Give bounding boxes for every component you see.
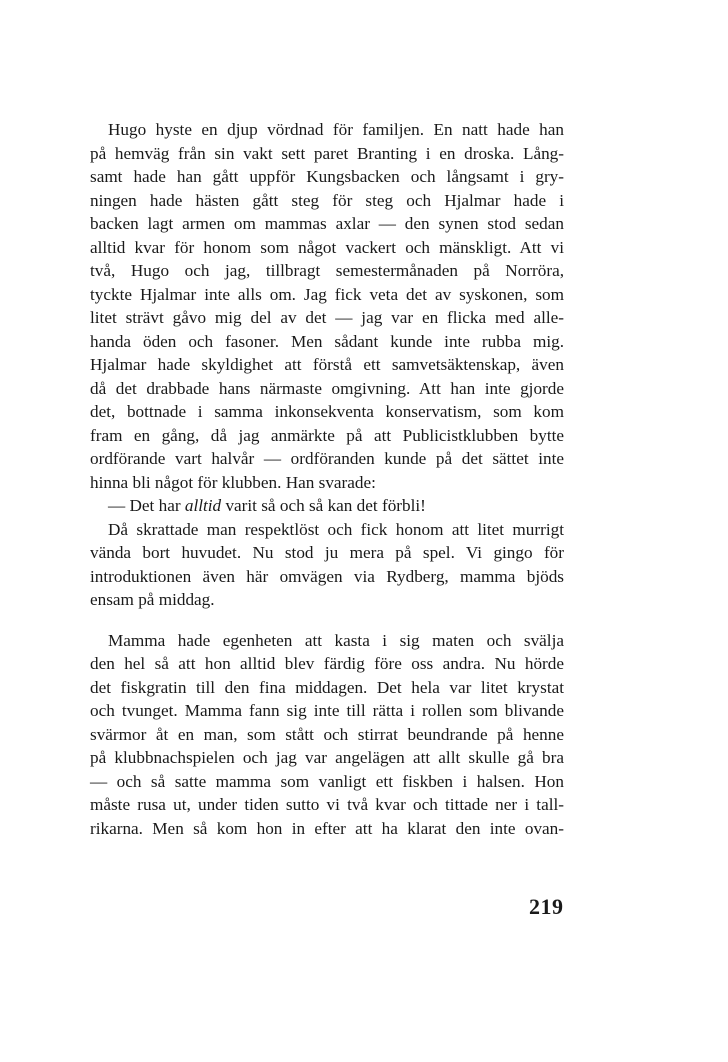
text-line: litet strävt gåvo mig del av det — jag var en flicka med alle- (90, 308, 564, 327)
text-line: introduktionen även här omvägen via Rydberg, mamma bjöds (90, 566, 564, 586)
text-line: på klubbnachspielen och jag var angelägen att allt skulle gå bra (90, 748, 564, 767)
dialogue-before: — Det har (108, 496, 185, 515)
text-line: vända bort huvudet. Nu stod ju mera på spel. Vi gingo för (90, 543, 564, 562)
text-line: — och så satte mamma som vanligt ett fiskben i halsen. Hon (90, 771, 564, 791)
paragraph-4 (90, 629, 564, 841)
dialogue-emphasis: alltid (184, 496, 222, 515)
text-line: fram en gång, då jag anmärkte på att Publicistklubben bytte (90, 425, 564, 445)
text-line: ningen hade hästen gått steg för steg och Hjalmar hade i (90, 190, 564, 210)
text-line: alltid kvar för honom som något vackert och mänskligt. Att vi (90, 237, 564, 257)
text-line: måste rusa ut, under tiden sutto vi två kvar och tittade ner i tall- (90, 795, 564, 814)
page-number: 219 (529, 894, 564, 919)
paragraph-2-dialogue (90, 494, 564, 518)
text-line: rikarna. Men så kom hon in efter att ha klarat den inte ovan- (90, 818, 564, 838)
text-line: då det drabbade hans närmaste omgivning. Att han inte gjorde (90, 378, 564, 398)
text-line: den hel så att hon alltid blev färdig före oss andra. Nu hörde (90, 654, 564, 673)
body-text (90, 118, 564, 840)
text-line: ensam på middag. (90, 590, 215, 609)
text-line: Då skrattade man respektlöst och fick honom att litet murrigt (108, 519, 564, 539)
paragraph-spacer (90, 612, 564, 629)
dialogue-line (90, 494, 564, 518)
text-line: backen lagt armen om mammas axlar — den synen stod sedan (90, 214, 564, 233)
text-line: Hjalmar hade skyldighet att förstå ett samvetsäktenskap, även (90, 355, 564, 374)
text-line: och tvunget. Mamma fann sig inte till rätta i rollen som blivande (90, 701, 564, 720)
text-line: på hemväg från sin vakt sett paret Branting i en droska. Lång- (90, 143, 564, 163)
text-line: ordförande vart halvår — ordföranden kunde på det sättet inte (90, 449, 564, 468)
dialogue-after: varit så och så kan det förbli! (221, 496, 426, 515)
paragraph-1 (90, 118, 564, 494)
text-line: två, Hugo och jag, tillbragt semestermånaden på Norröra, (90, 261, 564, 280)
text-line: samt hade han gått uppför Kungsbacken och långsamt i gry- (90, 167, 564, 186)
text-line: hinna bli något för klubben. Han svarade: (90, 472, 376, 492)
text-line: tyckte Hjalmar inte alls om. Jag fick veta det av syskonen, som (90, 284, 564, 304)
text-line: det fiskgratin till den fina middagen. Det hela var litet krystat (90, 677, 564, 697)
text-line: handa öden och fasoner. Men sådant kunde inte rubba mig. (90, 331, 564, 351)
paragraph-3 (90, 518, 564, 612)
text-line: Hugo hyste en djup vördnad för familjen. En natt hade han (108, 120, 564, 139)
text-line: Mamma hade egenheten att kasta i sig maten och svälja (108, 630, 564, 650)
text-line: det, bottnade i samma inkonsekventa konservatism, som kom (90, 402, 564, 421)
text-line: svärmor åt en man, som stått och stirrat beundrande på henne (90, 724, 564, 744)
